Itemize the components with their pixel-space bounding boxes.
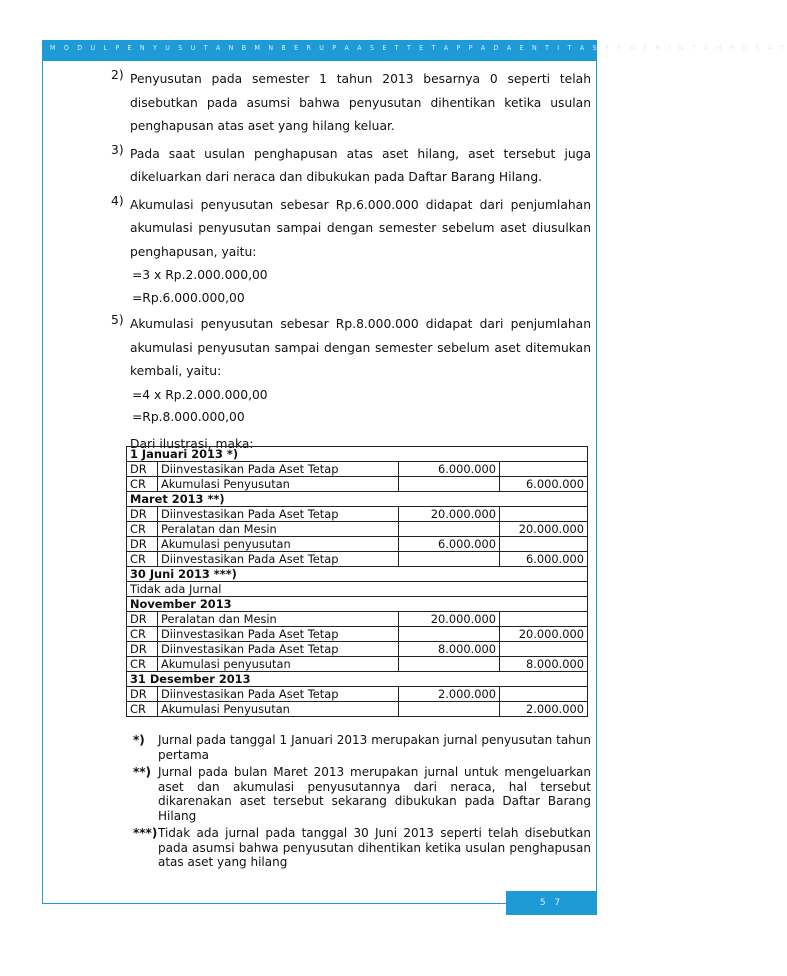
table-row	[127, 582, 588, 597]
entry-code: DR	[127, 687, 158, 702]
entry-code: CR	[127, 702, 158, 717]
entry-account: Diinvestasikan Pada Aset Tetap	[158, 687, 399, 702]
formula-line: =Rp.6.000.000,00	[132, 290, 245, 305]
entry-debit: 6.000.000	[399, 462, 500, 477]
entry-credit: 20.000.000	[500, 627, 588, 642]
frame-left-border	[42, 61, 43, 903]
item-text: Akumulasi penyusutan sebesar Rp.8.000.000 didapat dari penjumlahan akumulasi penyusutan sampai dengan semester sebelum aset ditemukan kembali, yaitu:	[130, 317, 591, 378]
entry-credit: 6.000.000	[500, 552, 588, 567]
entry-code: DR	[127, 462, 158, 477]
table-row	[127, 462, 588, 477]
entry-account: Akumulasi Penyusutan	[158, 702, 399, 717]
table-row	[127, 642, 588, 657]
entry-code: CR	[127, 627, 158, 642]
entry-account: Akumulasi Penyusutan	[158, 477, 399, 492]
footnotes	[133, 733, 591, 873]
entry-code: CR	[127, 477, 158, 492]
entry-credit	[500, 612, 588, 627]
entry-code: DR	[127, 642, 158, 657]
table-row	[127, 657, 588, 672]
entry-code: DR	[127, 537, 158, 552]
entry-credit: 6.000.000	[500, 477, 588, 492]
entry-debit	[399, 702, 500, 717]
table-row	[127, 477, 588, 492]
entry-debit: 2.000.000	[399, 687, 500, 702]
entry-debit	[399, 477, 500, 492]
list-item	[111, 68, 591, 139]
footnote-mark: **)	[133, 765, 152, 779]
entry-debit	[399, 552, 500, 567]
numbered-list	[111, 68, 591, 456]
item-text: Penyusutan pada semester 1 tahun 2013 besarnya 0 seperti telah disebutkan pada asumsi bahwa penyusutan dihentikan ketika usulan penghapusan atas aset yang hilang keluar.	[130, 72, 591, 133]
footnote	[133, 826, 591, 870]
footnote	[133, 765, 591, 823]
item-text: Pada saat usulan penghapusan atas aset hilang, aset tersebut juga dikeluarkan dari neraca dan dibukukan pada Daftar Barang Hilang.	[130, 146, 591, 184]
entry-account: Akumulasi penyusutan	[158, 657, 399, 672]
formula-line: =3 x Rp.2.000.000,00	[132, 268, 268, 282]
formula-line: =4 x Rp.2.000.000,00	[132, 387, 268, 402]
intro-text: Dari ilustrasi, maka:	[130, 436, 254, 451]
table-row	[127, 597, 588, 612]
entry-credit: 8.000.000	[500, 657, 588, 672]
entry-credit	[500, 462, 588, 477]
table-row	[127, 612, 588, 627]
table-row	[127, 447, 588, 462]
table-row	[127, 492, 588, 507]
table-row	[127, 702, 588, 717]
table-row	[127, 567, 588, 582]
list-item	[111, 313, 591, 429]
footnote-text: Jurnal pada bulan Maret 2013 merupakan jurnal untuk mengeluarkan aset dan akumulasi penyusutannya dari neraca, hal tersebut dikarenakan aset tersebut sekarang dibukukan pada Daftar Barang Hilang	[158, 765, 591, 823]
entry-account: Diinvestasikan Pada Aset Tetap	[158, 507, 399, 522]
list-item	[111, 143, 591, 190]
entry-code: DR	[127, 612, 158, 627]
entry-credit	[500, 687, 588, 702]
entry-debit: 8.000.000	[399, 642, 500, 657]
entry-credit: 20.000.000	[500, 522, 588, 537]
footnote	[133, 733, 591, 762]
page-number: 5 7	[506, 891, 597, 915]
journal-note: Tidak ada Jurnal	[127, 582, 588, 597]
table-row	[127, 627, 588, 642]
entry-credit: 2.000.000	[500, 702, 588, 717]
journal-date: Maret 2013 **)	[127, 492, 588, 507]
table-row	[127, 507, 588, 522]
entry-credit	[500, 537, 588, 552]
footnote-mark: ***)	[133, 826, 158, 840]
entry-code: CR	[127, 552, 158, 567]
entry-code: CR	[127, 522, 158, 537]
header-bar	[42, 40, 787, 61]
journal-date: 1 Januari 2013 *)	[127, 447, 588, 462]
entry-credit	[500, 507, 588, 522]
entry-debit: 6.000.000	[399, 537, 500, 552]
module-title: M O D U L P E N Y U S U T A N B M N B E R U P A A S E T T E T A P P A D A E N T I T A S P E M E R I N T A H P U S A T	[50, 44, 787, 52]
entry-account: Peralatan dan Mesin	[158, 612, 399, 627]
item-number: 5)	[111, 313, 124, 327]
item-number: 4)	[111, 193, 124, 208]
entry-debit	[399, 627, 500, 642]
entry-debit	[399, 522, 500, 537]
entry-credit	[500, 642, 588, 657]
table-row	[127, 537, 588, 552]
journal-date: 31 Desember 2013	[127, 672, 588, 687]
entry-code: DR	[127, 507, 158, 522]
entry-debit: 20.000.000	[399, 507, 500, 522]
journal-date: 30 Juni 2013 ***)	[127, 567, 588, 582]
table-row	[127, 672, 588, 687]
entry-account: Akumulasi penyusutan	[158, 537, 399, 552]
entry-debit	[399, 657, 500, 672]
entry-account: Diinvestasikan Pada Aset Tetap	[158, 627, 399, 642]
item-text: Akumulasi penyusutan sebesar Rp.6.000.000 didapat dari penjumlahan akumulasi penyusutan sampai dengan semester sebelum aset diusulkan penghapusan, yaitu:	[130, 197, 591, 259]
table-row	[127, 552, 588, 567]
entry-account: Peralatan dan Mesin	[158, 522, 399, 537]
journal-table	[126, 446, 588, 717]
entry-code: CR	[127, 657, 158, 672]
frame-right-border	[596, 61, 597, 903]
footnote-text: Jurnal pada tanggal 1 Januari 2013 merupakan jurnal penyusutan tahun pertama	[158, 733, 591, 762]
item-number: 3)	[111, 142, 124, 157]
journal-date: November 2013	[127, 597, 588, 612]
entry-account: Diinvestasikan Pada Aset Tetap	[158, 642, 399, 657]
list-item	[111, 194, 591, 310]
entry-account: Diinvestasikan Pada Aset Tetap	[158, 462, 399, 477]
footnote-mark: *)	[133, 733, 145, 747]
table-row	[127, 522, 588, 537]
item-number: 2)	[111, 68, 124, 82]
formula-line: =Rp.8.000.000,00	[132, 410, 245, 424]
footnote-text: Tidak ada jurnal pada tanggal 30 Juni 2013 seperti telah disebutkan pada asumsi bahwa penyusutan dihentikan ketika usulan penghapusan atas aset yang hilang	[158, 826, 591, 869]
table-row	[127, 687, 588, 702]
entry-debit: 20.000.000	[399, 612, 500, 627]
entry-account: Diinvestasikan Pada Aset Tetap	[158, 552, 399, 567]
